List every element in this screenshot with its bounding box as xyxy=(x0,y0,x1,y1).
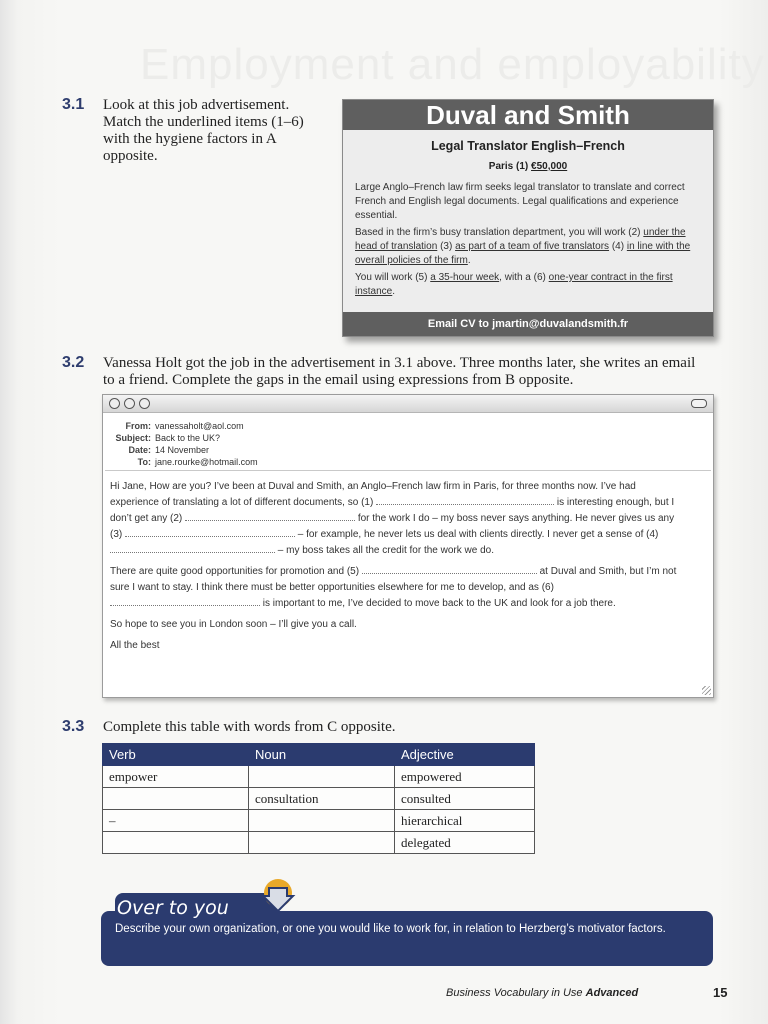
ad-underlined-4: in line with the overall policies of the firm xyxy=(355,241,691,266)
ad-marker-6: (6) xyxy=(533,272,546,283)
exercise-3-1-instruction: Look at this job advertisement. Match the underlined items (1–6) with the hygiene factors in A opposite. xyxy=(103,97,304,164)
ad-marker-4: (4) xyxy=(611,241,625,252)
gap-6[interactable] xyxy=(110,596,260,606)
ad-p2-intro: Based in the firm’s busy translation department, you will work xyxy=(355,227,626,238)
email-text-1d: – for example, he never lets us deal with clients directly. I never get a sense of (4) xyxy=(297,529,659,540)
table-cell: hierarchical xyxy=(395,810,535,832)
email-body xyxy=(110,479,685,659)
table-row xyxy=(103,810,535,832)
email-paragraph-1 xyxy=(110,479,685,559)
gap-5[interactable] xyxy=(362,564,537,574)
table-cell: consultation xyxy=(249,788,395,810)
table-row xyxy=(103,788,535,810)
to-label: To: xyxy=(137,457,151,467)
email-text-1c: for the work I do – my boss never says anything. He never gives us any (3) xyxy=(110,513,675,540)
table-cell: empower xyxy=(103,766,249,788)
from-value: vanessaholt@aol.com xyxy=(155,421,244,431)
resize-grip-icon[interactable] xyxy=(702,686,711,695)
book-title-footer xyxy=(446,987,638,999)
email-text-2c: is important to me, I’ve decided to move back to the UK and look for a job there. xyxy=(262,598,616,609)
page-number: 15 xyxy=(713,985,728,1000)
book-edition: Advanced xyxy=(585,987,639,999)
ad-underlined-5: a 35-hour week xyxy=(430,272,500,283)
table-cell-blank[interactable] xyxy=(103,788,249,810)
ad-job-title: Legal Translator English–French xyxy=(431,139,625,153)
subject-label: Subject: xyxy=(115,433,151,443)
table-row xyxy=(103,766,535,788)
window-zoom-icon[interactable] xyxy=(139,398,150,409)
date-value: 14 November xyxy=(155,445,210,455)
table-cell: consulted xyxy=(395,788,535,810)
ad-contact-footer: Email CV to jmartin@duvalandsmith.fr xyxy=(343,312,713,336)
window-minimize-icon[interactable] xyxy=(124,398,135,409)
email-paragraph-2 xyxy=(110,564,685,612)
over-to-you-text: Describe your own organization, or one you would like to work for, in relation to Herzberg’s motivator factors. xyxy=(115,923,666,935)
email-text-1e: – my boss takes all the credit for the work we do. xyxy=(277,545,494,556)
ad-paragraph-3: You will work (5) a 35-hour week, with a (6) one-year contract in the first instance. xyxy=(355,272,673,297)
email-paragraph-3: So hope to see you in London soon – I’ll give you a call. xyxy=(110,619,357,630)
email-text-2b: at Duval and Smith, but I’m not sure I want to stay. I think there must be better opportunities elsewhere for me to develop, and as (6) xyxy=(110,566,677,593)
ad-marker-2: (2) xyxy=(628,227,641,238)
exercise-number-3-2: 3.2 xyxy=(62,354,85,371)
email-text-1a: Hi Jane, How are you? I’ve been at Duval and Smith, an Anglo–French law firm in Paris, for three months now. I’ve had experience of translating a lot of different documents, so (1) xyxy=(110,481,636,508)
table-cell: – xyxy=(103,810,249,832)
table-header-row xyxy=(103,744,535,766)
ad-underlined-3: as part of a team of five translators xyxy=(455,241,610,252)
subject-value: Back to the UK? xyxy=(155,433,221,443)
gap-4[interactable] xyxy=(110,543,275,553)
table-cell-blank[interactable] xyxy=(249,832,395,854)
table-cell-blank[interactable] xyxy=(249,810,395,832)
exercise-3-3-instruction: Complete this table with words from C opposite. xyxy=(103,719,396,735)
ad-location: Paris xyxy=(488,161,514,172)
job-advertisement xyxy=(342,99,714,337)
gap-2[interactable] xyxy=(185,511,355,521)
ad-body xyxy=(343,181,713,299)
ad-marker-1: (1) xyxy=(516,161,529,172)
table-cell-blank[interactable] xyxy=(249,766,395,788)
ad-company-name: Duval and Smith xyxy=(343,100,713,130)
ad-underlined-2: under the head of translation xyxy=(355,227,686,252)
ad-underlined-6: one-year contract in the first instance xyxy=(355,272,673,297)
header-verb: Verb xyxy=(103,744,249,766)
arrow-down-icon xyxy=(258,876,298,916)
ad-salary: €50,000 xyxy=(531,161,568,172)
exercise-number-3-3: 3.3 xyxy=(62,718,85,735)
over-to-you-title: Over to you xyxy=(115,893,277,923)
email-window xyxy=(102,394,714,698)
email-text-2a: There are quite good opportunities for promotion and (5) xyxy=(110,566,360,577)
email-text-1b: is interesting enough, but I don’t get any (2) xyxy=(110,497,675,524)
table-cell: empowered xyxy=(395,766,535,788)
email-header xyxy=(103,420,263,468)
gap-1[interactable] xyxy=(376,495,554,505)
header-divider xyxy=(105,470,711,471)
gap-3[interactable] xyxy=(125,527,295,537)
table-cell-blank[interactable] xyxy=(103,832,249,854)
exercise-number-3-1: 3.1 xyxy=(62,96,85,113)
email-signoff: All the best xyxy=(110,640,160,651)
book-title: Business Vocabulary in Use xyxy=(446,987,583,999)
ad-paragraph-1: Large Anglo–French law firm seeks legal translator to translate and correct French and English legal documents. Legal qualifications and experience essential. xyxy=(355,182,685,221)
date-label: Date: xyxy=(128,445,151,455)
toolbar-toggle-icon[interactable] xyxy=(691,399,707,408)
ad-marker-3: (3) xyxy=(440,241,453,252)
ad-marker-5: (5) xyxy=(415,272,428,283)
header-noun: Noun xyxy=(249,744,395,766)
to-value: jane.rourke@hotmail.com xyxy=(155,457,258,467)
from-label: From: xyxy=(125,421,151,431)
show-through-title: Employment and employability xyxy=(140,40,765,89)
word-forms-table xyxy=(102,743,535,854)
exercise-3-2-instruction: Vanessa Holt got the job in the advertisement in 3.1 above. Three months later, she writes an email to a friend. Complete the gaps in the email using expressions from B opposite. xyxy=(103,355,696,388)
ad-paragraph-2: Based in the firm’s busy translation department, you will work (2) under the head of translation (3) as part of a team of five translators (4) in line with the overall policies of the firm. xyxy=(355,227,691,266)
window-close-icon[interactable] xyxy=(109,398,120,409)
table-cell: delegated xyxy=(395,832,535,854)
ad-p3-intro: You will work xyxy=(355,272,413,283)
header-adjective: Adjective xyxy=(395,744,535,766)
ad-p3-mid: , with a xyxy=(499,272,531,283)
table-row xyxy=(103,832,535,854)
ad-location-salary xyxy=(343,161,713,172)
email-titlebar xyxy=(103,395,713,413)
